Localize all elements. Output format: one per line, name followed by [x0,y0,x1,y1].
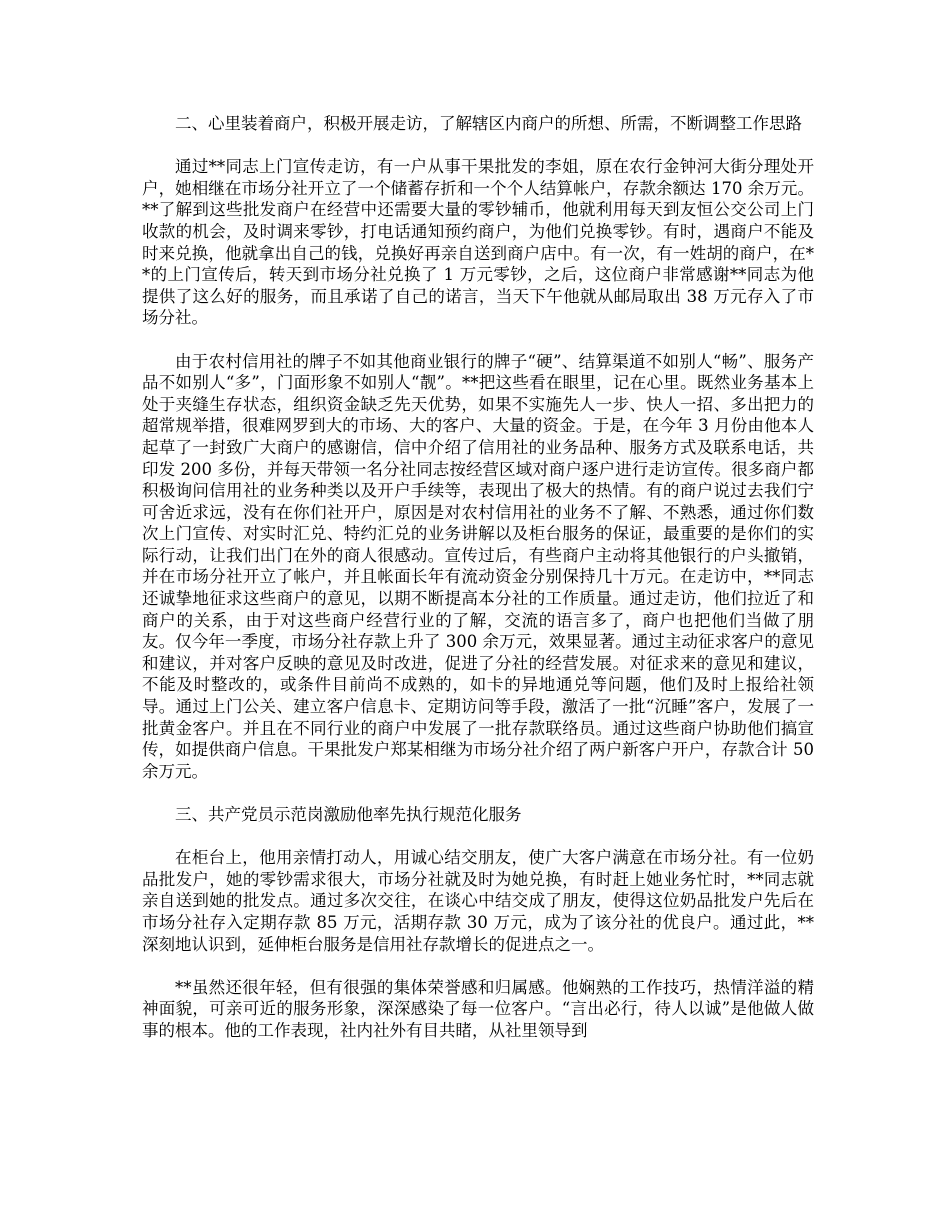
paragraph-1: 通过**同志上门宣传走访，有一户从事干果批发的李姐，原在农行金钟河大街分理处开户，她相继在市场分社开立了一个储蓄存折和一个个人结算帐户，存款余额达 170 余万元。**了解到这些批发商户在经营中还需要大量的零钞辅币，他就利用每天到友恒公交公司上门收款的机会，及时调来零钞，打电话通知预约商户，为他们兑换零钞。有时，遇商户不能及时来兑换，他就拿出自己的钱，兑换好再亲自送到商户店中。有一次，有一姓胡的商户，在**的上门宣传后，转天到市场分社兑换了 1 万元零钞，之后，这位商户非常感谢**同志为他提供了这么好的服务，而且承诺了自己的诺言，当天下午他就从邮局取出 38 万元存入了市场分社。 [142,157,814,328]
section2-heading: 二、心里装着商户，积极开展走访，了解辖区内商户的所想、所需，不断调整工作思路 [175,114,802,133]
document-body [142,113,814,1063]
paragraph-3: 在柜台上，他用亲情打动人，用诚心结交朋友，使广大客户满意在市场分社。有一位奶品批发户，她的零钞需求很大，市场分社就及时为她兑换，有时赶上她业务忙时，**同志就亲自送到她的批发点。通过多次交往，在谈心中结交成了朋友，使得这位奶品批发户先后在市场分社存入定期存款 85 万元，活期存款 30 万元，成为了该分社的优良户。通过此，**深刻地认识到，延伸柜台服务是信用社存款增长的促进点之一。 [142,848,814,954]
paragraph-2: 由于农村信用社的牌子不如其他商业银行的牌子“硬”、结算渠道不如别人“畅”、服务产品不如别人“多”，门面形象不如别人“靓”。**把这些看在眼里，记在心里。既然业务基本上处于夹缝生存状态，组织资金缺乏先天优势，如果不实施先人一步、快人一招、多出把力的超常规举措，很难网罗到大的市场、大的客户、大量的资金。于是，在今年 3 月份由他本人起草了一封致广大商户的感谢信，信中介绍了信用社的业务品种、服务方式及联系电话，共印发 200 多份，并每天带领一名分社同志按经营区域对商户逐户进行走访宣传。很多商户都积极询问信用社的业务种类以及开户手续等，表现出了极大的热情。有的商户说过去我们宁可舍近求远，没有在你们社开户，原因是对农村信用社的业务不了解、不熟悉，通过你们数次上门宣传、对实时汇兑、特约汇兑的业务讲解以及柜台服务的保证，最重要的是你们的实际行动，让我们出门在外的商人很感动。宣传过后，有些商户主动将其他银行的户头撤销，并在市场分社开立了帐户，并且帐面长年有流动资金分别保持几十万元。在走访中，**同志还诚挚地征求这些商户的意见，以期不断提高本分社的工作质量。通过走访，他们拉近了和商户的关系，由于对这些商户经营行业的了解，交流的语言多了，商户也把他们当做了朋友。仅今年一季度，市场分社存款上升了 300 余万元，效果显著。通过主动征求客户的意见和建议，并对客户反映的意见及时改进，促进了分社的经营发展。对征求来的意见和建议，不能及时整改的，或条件目前尚不成熟的，如卡的异地通兑等问题，他们及时上报给社领导。通过上门公关、建立客户信息卡、定期访问等手段，激活了一批“沉睡”客户，发展了一批黄金客户。并且在不同行业的商户中发展了一批存款联络员。通过这些商户协助他们搞宣传，如提供商户信息。干果批发户郑某相继为市场分社介绍了两户新客户开户，存款合计 50 余万元。 [142,351,814,781]
paragraph-4: **虽然还很年轻，但有很强的集体荣誉感和归属感。他娴熟的工作技巧，热情洋溢的精神面貌，可亲可近的服务形象，深深感染了每一位客户。“言出必行，待人以诚”是他做人做事的根本。他的工作表现，社内社外有目共睹，从社里领导到 [142,977,814,1040]
section3-heading: 三、共产党员示范岗激励他率先执行规范化服务 [175,805,522,824]
